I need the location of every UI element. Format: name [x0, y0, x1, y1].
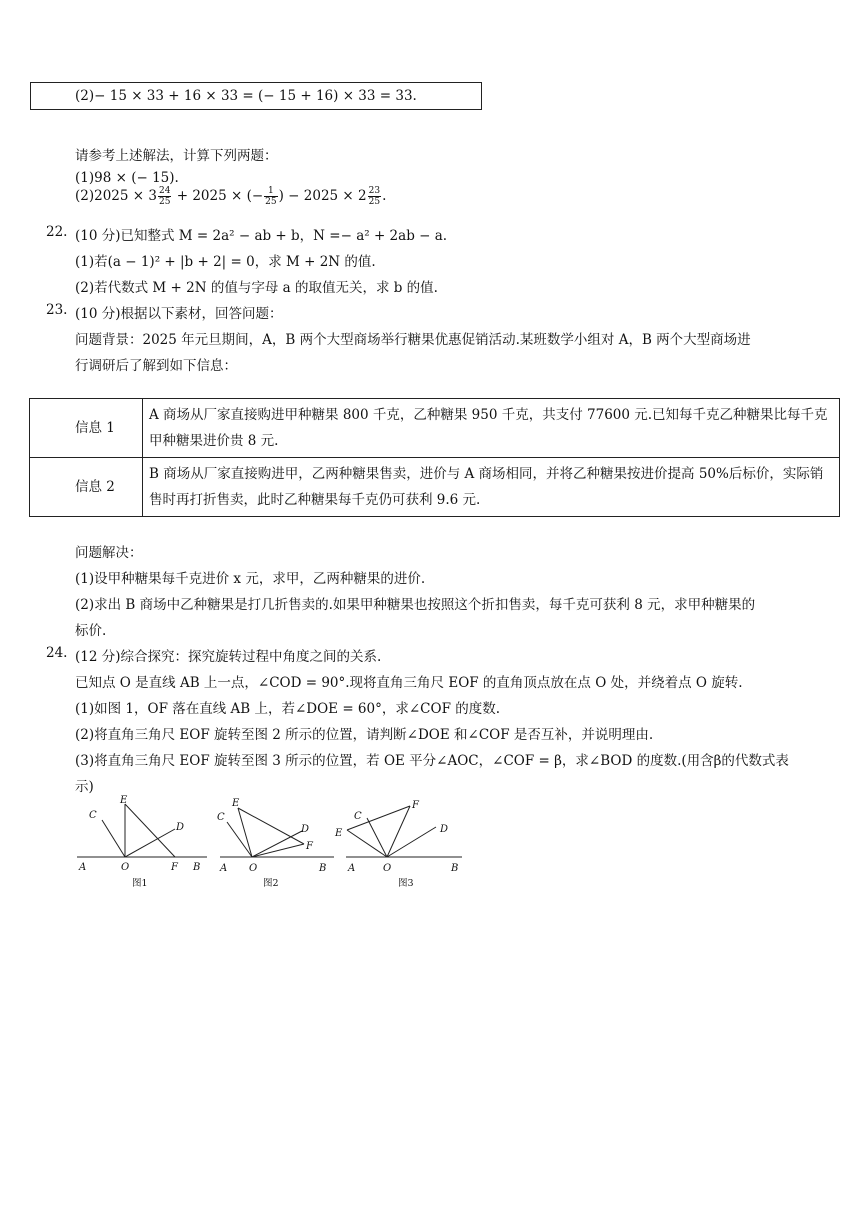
- label-e: E: [120, 795, 128, 806]
- table-row: [30, 458, 840, 517]
- q23-background-line1: 问题背景：2025 年元旦期间，A，B 两个大型商场举行糖果优惠促销活动.某班数学小组对 A，B 两个大型商场进: [75, 332, 751, 348]
- q24-number: 24.: [46, 645, 68, 661]
- q24-given: 已知点 O 是直线 AB 上一点，∠COD = 90°.现将直角三角尺 EOF 的直角顶点放在点 O 处，并绕着点 O 旋转.: [75, 675, 743, 691]
- q21-part2-mid: + 2025 × (−: [172, 188, 264, 204]
- q24-part3-line1: (3)将直角三角尺 EOF 旋转至图 3 所示的位置，若 OE 平分∠AOC，∠COF = β，求∠BOD 的度数.(用含β的代数式表: [75, 753, 789, 769]
- fraction-numerator: 24: [158, 186, 171, 196]
- fraction-denominator: 25: [368, 197, 381, 207]
- solution-line: (2)− 15 × 33 + 16 × 33 = (− 15 + 16) × 33 = 33.: [75, 88, 417, 104]
- fraction-numerator: 23: [368, 186, 381, 196]
- ray-of: [252, 844, 304, 857]
- ray-oe: [347, 830, 387, 857]
- label-d: D: [440, 824, 449, 835]
- solution-box: [30, 82, 482, 110]
- q23-stem: (10 分)根据以下素材，回答问题：: [75, 306, 283, 322]
- segment-ef: [238, 808, 304, 844]
- table-row: [30, 399, 840, 458]
- q22-number: 22.: [46, 224, 68, 240]
- figure-1: [72, 792, 212, 892]
- q23-part2-line1: (2)求出 B 商场中乙种糖果是打几折售卖的.如果甲种糖果也按照这个折扣售卖，每千克可获利 8 元，求甲种糖果的: [75, 597, 756, 613]
- q21-part1: (1)98 × (− 15).: [75, 170, 179, 186]
- q21-part2-end: .: [382, 188, 387, 204]
- q23-part2-line2: 标价.: [75, 623, 107, 639]
- fraction-1-25: [264, 186, 277, 207]
- label-o: O: [249, 863, 258, 874]
- label-e: E: [335, 828, 343, 839]
- figure-1-caption: 图1: [132, 878, 148, 889]
- q24-part3-line2: 示): [75, 779, 94, 795]
- label-f: F: [306, 841, 313, 852]
- label-e: E: [232, 798, 240, 809]
- fraction-denominator: 25: [158, 197, 171, 207]
- segment-ef: [125, 804, 175, 857]
- q22-part1: (1)若(a − 1)² + |b + 2| = 0，求 M + 2N 的值.: [75, 254, 376, 270]
- figure-3-caption: 图3: [398, 878, 414, 889]
- label-c: C: [354, 811, 362, 822]
- q21-part2: [75, 186, 386, 207]
- ray-od: [252, 831, 302, 857]
- q24-stem: (12 分)综合探究：探究旋转过程中角度之间的关系.: [75, 649, 382, 665]
- info-label: 信息 2: [30, 458, 143, 517]
- label-b: B: [451, 863, 459, 874]
- label-o: O: [121, 862, 130, 873]
- q24-part1: (1)如图 1，OF 落在直线 AB 上，若∠DOE = 60°，求∠COF 的度数.: [75, 701, 501, 717]
- label-b: B: [319, 863, 327, 874]
- fraction-23-25: [368, 186, 381, 207]
- figure-2-caption: 图2: [263, 878, 279, 889]
- fraction-24-25: [158, 186, 171, 207]
- info-content: B 商场从厂家直接购进甲，乙两种糖果售卖，进价与 A 商场相同，并将乙种糖果按进价提高 50%后标价，实际销售时再打折售卖，此时乙种糖果每千克仍可获利 9.6 元.: [143, 458, 840, 517]
- figure-2: [212, 792, 342, 892]
- q24-part2: (2)将直角三角尺 EOF 旋转至图 2 所示的位置，请判断∠DOE 和∠COF 是否互补，并说明理由.: [75, 727, 654, 743]
- q21-part2-mid2: ) − 2025 × 2: [278, 188, 367, 204]
- q22-stem: (10 分)已知整式 M = 2a² − ab + b，N =− a² + 2ab − a.: [75, 228, 448, 244]
- ray-oc: [367, 818, 387, 857]
- ray-oc: [227, 822, 252, 857]
- label-a: A: [79, 862, 87, 873]
- ray-od: [387, 827, 436, 857]
- label-f: F: [171, 862, 178, 873]
- label-a: A: [220, 863, 228, 874]
- q22-part2: (2)若代数式 M + 2N 的值与字母 a 的取值无关，求 b 的值.: [75, 280, 438, 296]
- label-b: B: [193, 862, 201, 873]
- label-c: C: [217, 812, 225, 823]
- q23-number: 23.: [46, 302, 68, 318]
- label-c: C: [89, 810, 97, 821]
- fraction-numerator: 1: [264, 186, 277, 197]
- q21-part2-prefix: (2)2025 × 3: [75, 188, 157, 204]
- instruction-text: 请参考上述解法，计算下列两题：: [75, 148, 278, 164]
- label-o: O: [383, 863, 392, 874]
- ray-oc: [102, 820, 125, 857]
- ray-od: [125, 829, 175, 857]
- label-a: A: [348, 863, 356, 874]
- label-d: D: [176, 822, 185, 833]
- solve-heading: 问题解决：: [75, 545, 143, 561]
- fraction-denominator: 25: [265, 197, 277, 207]
- q23-background-line2: 行调研后了解到如下信息：: [75, 358, 237, 374]
- info-content: A 商场从厂家直接购进甲种糖果 800 千克，乙种糖果 950 千克，共支付 77600 元.已知每千克乙种糖果比每千克甲种糖果进价贵 8 元.: [143, 399, 840, 458]
- q23-part1: (1)设甲种糖果每千克进价 x 元，求甲，乙两种糖果的进价.: [75, 571, 426, 587]
- label-d: D: [301, 824, 310, 835]
- label-f: F: [412, 800, 419, 811]
- info-table: [29, 398, 840, 517]
- ray-oe: [238, 808, 252, 857]
- figure-3: [332, 792, 472, 892]
- info-label: 信息 1: [30, 399, 143, 458]
